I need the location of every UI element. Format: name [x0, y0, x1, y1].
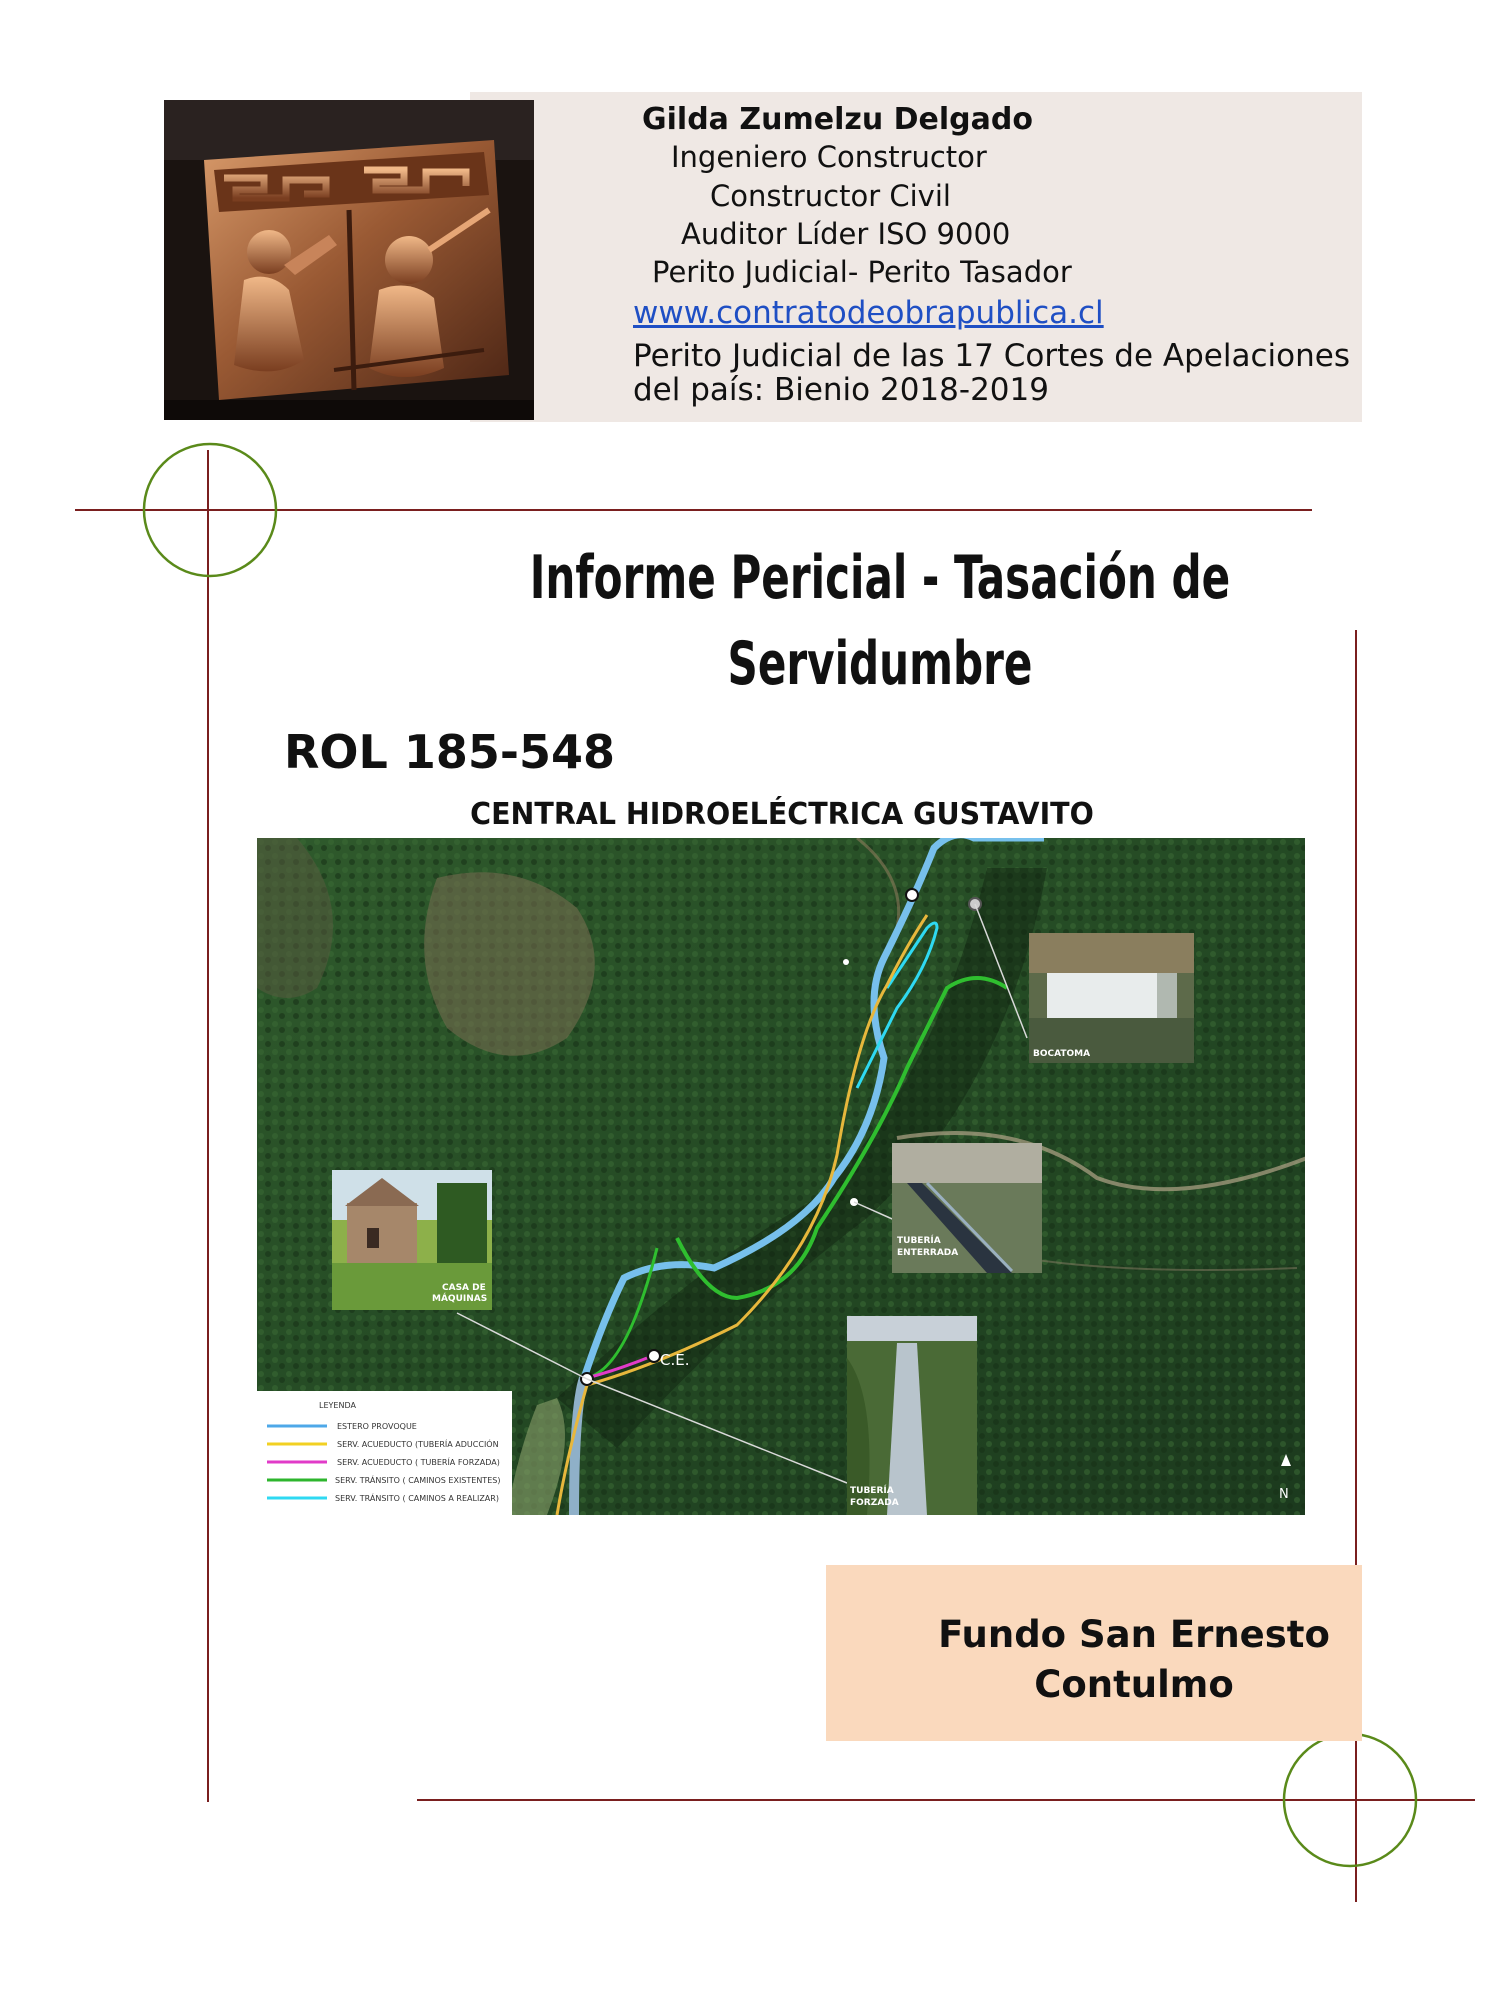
rol-number: ROL 185-548 [284, 725, 615, 779]
author-title-3: Auditor Líder ISO 9000 [681, 217, 1011, 251]
casa-de-maquinas-label-1: CASA DE [442, 1283, 486, 1293]
casa-de-maquinas-label-2: MÁQUINAS [432, 1294, 488, 1304]
map-title: CENTRAL HIDROELÉCTRICA GUSTAVITO [470, 797, 1094, 832]
tuberia-forzada-label-1: TUBERÍA [850, 1486, 894, 1496]
photo-tuberia-enterrada [892, 1143, 1042, 1273]
legend-label-0: ESTERO PROVOQUE [337, 1422, 417, 1431]
satellite-map [257, 838, 1305, 1515]
map-legend [257, 1391, 512, 1515]
logo-bronze-plaque [164, 100, 534, 420]
document-title [529, 535, 1231, 707]
location-line-1: Fundo San Ernesto [938, 1613, 1330, 1656]
legend-label-1: SERV. ACUEDUCTO (TUBERÍA ADUCCIÓN [337, 1440, 499, 1449]
photo-tuberia-forzada [847, 1316, 977, 1515]
photo-bocatoma [1029, 933, 1194, 1063]
tuberia-forzada-label-2: FORZADA [850, 1498, 899, 1508]
legend-label-4: SERV. TRÁNSITO ( CAMINOS A REALIZAR) [335, 1494, 499, 1503]
location-box [826, 1565, 1362, 1741]
website-link[interactable]: www.contratodeobrapublica.cl [633, 295, 1104, 331]
author-name: Gilda Zumelzu Delgado [642, 102, 1033, 137]
author-title-4: Perito Judicial- Perito Tasador [652, 255, 1072, 289]
photo-casa-de-maquinas [332, 1170, 492, 1310]
tuberia-enterrada-label-2: ENTERRADA [897, 1248, 959, 1258]
legend-label-3: SERV. TRÁNSITO ( CAMINOS EXISTENTES) [335, 1476, 501, 1485]
tuberia-enterrada-label-1: TUBERÍA [897, 1236, 941, 1246]
north-label: N [1279, 1487, 1289, 1502]
header-info-panel [470, 92, 1362, 422]
document-title-line-2: Servidumbre [727, 629, 1033, 699]
ce-label: C.E. [660, 1351, 690, 1369]
courts-line-2: del país: Bienio 2018-2019 [633, 372, 1049, 408]
author-title-2: Constructor Civil [710, 179, 951, 213]
document-title-line-1: Informe Pericial - Tasación de [529, 543, 1231, 613]
legend-title: LEYENDA [319, 1401, 356, 1410]
bocatoma-label: BOCATOMA [1033, 1049, 1091, 1059]
legend-label-2: SERV. ACUEDUCTO ( TUBERÍA FORZADA) [337, 1458, 500, 1467]
courts-line-1: Perito Judicial de las 17 Cortes de Apelaciones [633, 338, 1350, 374]
location-line-2: Contulmo [1034, 1663, 1234, 1706]
author-title-1: Ingeniero Constructor [671, 140, 987, 174]
